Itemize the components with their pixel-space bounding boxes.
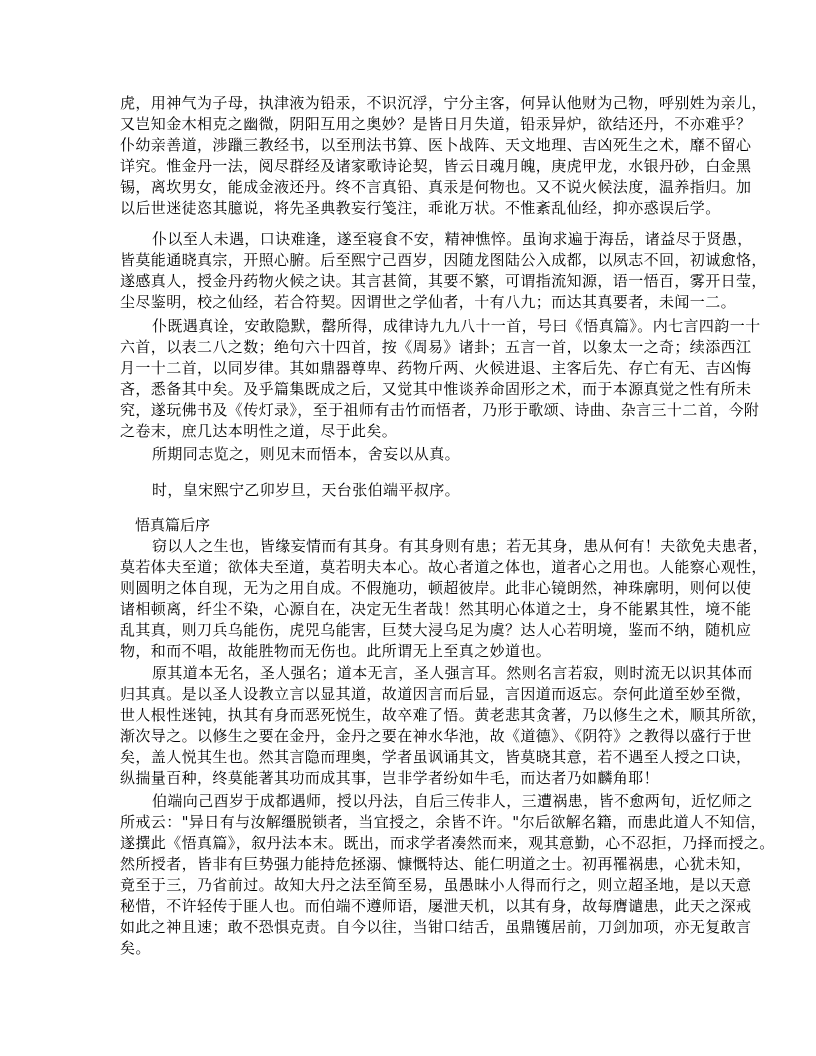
paragraph-5 bbox=[120, 480, 700, 501]
text-line: 所期同志览之，则见末而悟本，舍妄以从真。 bbox=[152, 445, 461, 463]
text-line: 仆幼亲善道，涉躐三教经书，以至刑法书算、医卜战阵、天文地理、吉凶死生之术，靡不留心 bbox=[120, 136, 752, 154]
text-line: 仆以至人未遇，口诀难逢，遂至寝食不安，精神憔悴。虽询求遍于海岳，诸益尽于贤愚， bbox=[152, 230, 753, 248]
text-line: 窃以人之生也，皆缘妄情而有其身。有其身则有患；若无其身，患从何有！夫欲免夫患者， bbox=[152, 537, 769, 555]
text-line: 然所授者，皆非有巨势强力能持危拯溺、慷慨特达、能仁明道之士。初再罹祸患，心犹未知， bbox=[120, 855, 752, 873]
text-line: 矣。 bbox=[120, 939, 151, 957]
text-line: 所戒云："异日有与汝解缰脱锁者，当宜授之，余皆不许。"尔后欲解名籍，而患此道人不知信， bbox=[120, 813, 767, 831]
paragraph-3 bbox=[120, 316, 761, 442]
paragraph-8 bbox=[120, 791, 775, 959]
text-line: 吝，悉备其中矣。及乎篇集既成之后，又觉其中惟谈养命固形之术，而于本源真觉之性有所未 bbox=[120, 380, 752, 398]
text-line: 六首，以表二八之数；绝句六十四首，按《周易》诸卦；五言一首，以象太一之奇；续添西江 bbox=[120, 338, 752, 356]
text-line: 如此之神且速；敢不恐惧克责。自今以往，当钳口结舌，虽鼎镬居前，刀剑加项，亦无复敢言 bbox=[120, 918, 752, 936]
text-line: 莫若体夫至道；欲体夫至道，莫若明夫本心。故心者道之体也，道者心之用也。人能察心观性， bbox=[120, 558, 767, 576]
text-line: 纵揣量百种，终莫能著其功而成其事，岂非学者纷如牛毛，而达者乃如麟角耶！ bbox=[120, 769, 660, 787]
text-line: 又岂知金木相克之幽微，阴阳互用之奥妙？是皆日月失道，铅汞异炉，欲结还丹，不亦难乎？ bbox=[120, 115, 752, 133]
text-line: 则圆明之体自现，无为之用自成。不假施功，顿超彼岸。此非心镜朗然，神珠廓明，则何以使 bbox=[120, 579, 752, 597]
paragraph-4 bbox=[120, 444, 700, 465]
text-line: 尘尽鉴明，校之仙经，若合符契。因谓世之学仙者，十有八九；而达其真要者，未闻一二。 bbox=[120, 293, 737, 311]
text-line: 伯端向己酉岁于成都遇师，授以丹法，自后三传非人，三遭祸患，皆不愈两旬，近忆师之 bbox=[152, 792, 753, 810]
text-line: 原其道本无名，圣人强名；道本无言，圣人强言耳。然则名言若寂，则时流无以识其体而 bbox=[152, 664, 753, 682]
text-line: 竟至于三，乃省前过。故知大丹之法至简至易，虽愚昧小人得而行之，则立超圣地，是以天意 bbox=[120, 876, 752, 894]
text-line: 矣，盖人悦其生也。然其言隐而理奥，学者虽讽诵其文，皆莫晓其意，若不遇至人授之口诀， bbox=[120, 748, 752, 766]
section-heading: 悟真篇后序 bbox=[135, 516, 211, 534]
paragraph-7 bbox=[120, 663, 767, 789]
text-line: 月一十二首，以同岁律。其如鼎器尊卑、药物斤两、火候进退、主客后先、存亡有无、吉凶悔 bbox=[120, 359, 752, 377]
paragraph-1 bbox=[120, 93, 767, 219]
text-line: 物，和而不唱，故能胜物而无伤也。此所谓无上至真之妙道也。 bbox=[120, 642, 552, 660]
text-line: 之卷末，庶几达本明性之道，尽于此矣。 bbox=[120, 422, 398, 440]
paragraph-2 bbox=[120, 229, 767, 313]
text-line: 乱其真，则刀兵乌能伤，虎兕乌能害，巨焚大浸乌足为虞？达人心若明境，鉴而不纳，随机应 bbox=[120, 621, 752, 639]
text-line: 以后世迷徒恣其臆说，将先圣典教妄行笺注，乖讹万状。不惟紊乱仙经，抑亦惑误后学。 bbox=[120, 199, 721, 217]
text-line: 详究。惟金丹一法，阅尽群经及诸家歌诗论契，皆云日魂月魄，庚虎甲龙，水银丹砂，白金黑 bbox=[120, 157, 752, 175]
text-line: 时，皇宋熙宁乙卯岁旦，天台张伯端平叔序。 bbox=[152, 481, 461, 499]
text-line: 归其真。是以圣人设教立言以显其道，故道因言而后显，言因道而返忘。奈何此道至妙至微， bbox=[120, 685, 752, 703]
text-line: 秘惜，不许轻传于匪人也。而伯端不遵师语，屡泄天机，以其有身，故每膺谴患，此天之深戒 bbox=[120, 897, 752, 915]
text-line: 渐次导之。以修生之要在金丹，金丹之要在神水华池，故《道德》、《阴符》之教得以盛行于世 bbox=[120, 727, 752, 745]
text-line: 锡，离坎男女，能成金液还丹。终不言真铅、真汞是何物也。又不说火候法度，温养指归。加 bbox=[120, 178, 752, 196]
text-line: 仆既遇真诠，安敢隐默，罄所得，成律诗九九八十一首，号曰《悟真篇》。内七言四韵一十 bbox=[152, 317, 761, 335]
text-line: 究，遂玩佛书及《传灯录》，至于祖师有击竹而悟者，乃形于歌颂、诗曲、杂言三十二首，今附 bbox=[120, 401, 760, 419]
text-line: 诸相顿离，纤尘不染，心源自在，决定无生者哉！然其明心体道之士，身不能累其性，境不能 bbox=[120, 600, 752, 618]
text-line: 虎，用神气为子母，执津液为铅汞，不识沉浮，宁分主客，何异认他财为己物，呼别姓为亲儿， bbox=[120, 94, 767, 112]
text-line: 遂撰此《悟真篇》，叙丹法本末。既出，而求学者凑然而来，观其意勤，心不忍拒，乃择而授之。 bbox=[120, 834, 775, 852]
text-line: 皆莫能通晓真宗，开照心腑。后至熙宁己酉岁，因随龙图陆公入成都，以夙志不回，初诚愈恪， bbox=[120, 251, 767, 269]
text-line: 世人根性迷钝，执其有身而恶死悦生，故卒难了悟。黄老悲其贪著，乃以修生之术，顺其所欲， bbox=[120, 706, 767, 724]
paragraph-6 bbox=[120, 536, 769, 662]
text-line: 遂感真人，授金丹药物火候之诀。其言甚简，其要不繁，可谓指流知源，语一悟百，雾开日莹， bbox=[120, 272, 767, 290]
